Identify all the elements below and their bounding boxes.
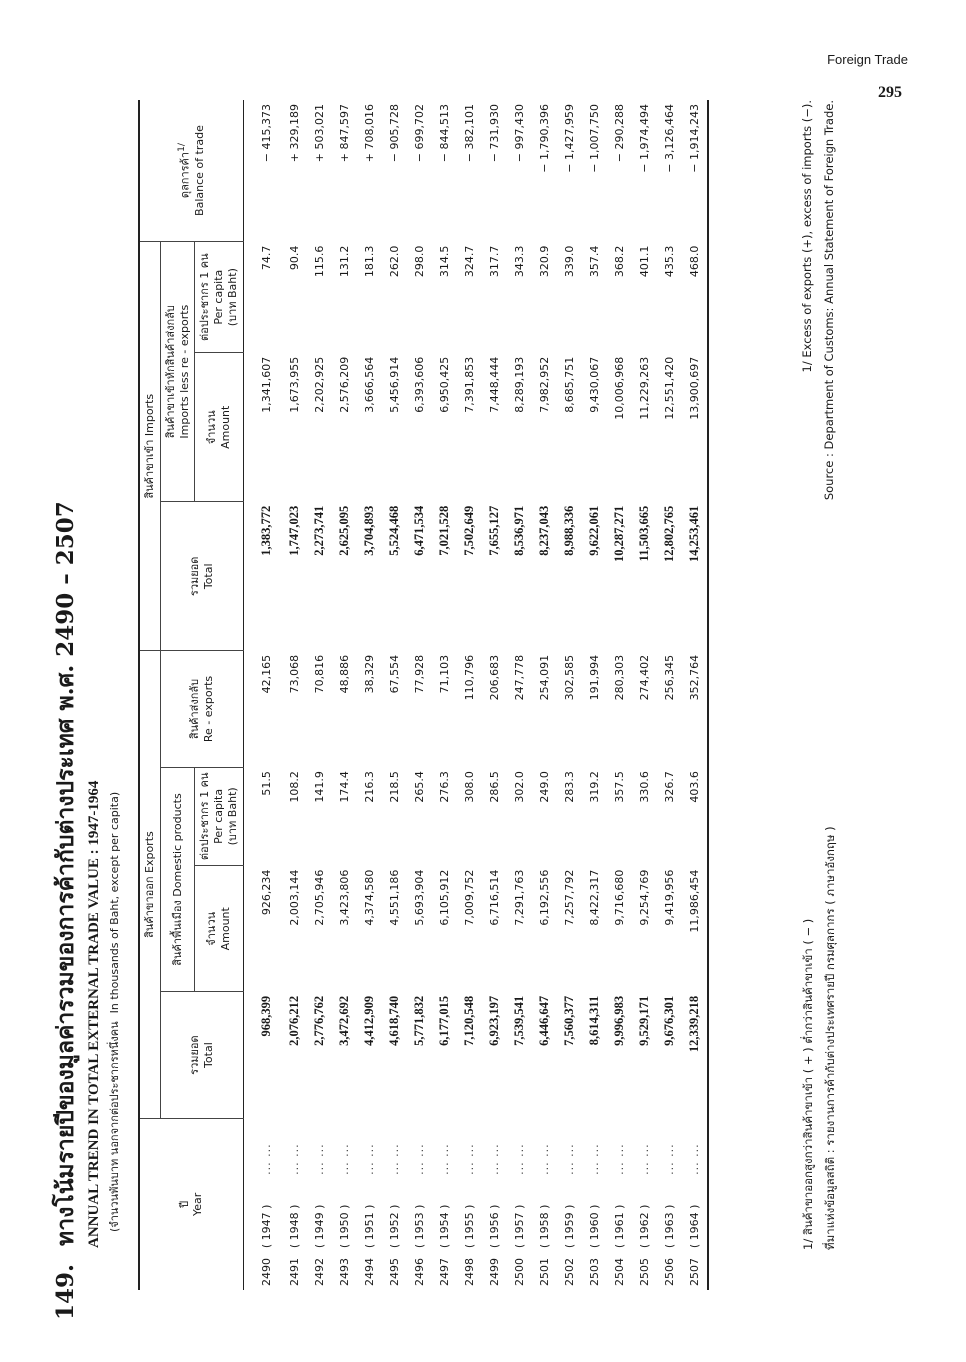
balance-header <box>139 100 243 242</box>
domestic-per-capita: 308.0 <box>462 771 476 803</box>
leader-dots: ... ... <box>612 1143 626 1175</box>
source-thai: ที่มาแห่งข้อมูลสถิติ : รายงานการค้ากับต่างประเทศรายปี กรมศุลกากร ( ภาษาอังกฤษ ) <box>823 826 837 1250</box>
imports-amount: 7,448,444 <box>487 356 501 413</box>
imports-per-capita: 368.2 <box>612 245 626 278</box>
running-head: Foreign Trade <box>827 52 908 67</box>
reexports: 38,329 <box>362 654 376 694</box>
leader-dots: ... ... <box>662 1143 676 1175</box>
exports-header-en: Exports <box>143 831 156 873</box>
leader-dots: ... ... <box>512 1143 526 1175</box>
reexports: 256,345 <box>662 654 676 701</box>
table-row <box>557 100 582 1290</box>
exports-total: 2,076,212 <box>286 995 301 1046</box>
domestic-amount-en: Amount <box>218 907 232 951</box>
table-number: 149. <box>52 1263 79 1320</box>
domestic-amount: 9,716,680 <box>612 869 626 926</box>
imports-per-capita: 181.3 <box>362 245 376 278</box>
year-be: 2500 <box>512 1258 526 1286</box>
imports-total: 1,383,772 <box>259 505 273 556</box>
exports-total: 7,120,548 <box>461 995 476 1046</box>
year-be: 2501 <box>537 1258 551 1286</box>
imports-total-thai: รวมยอด <box>187 556 201 597</box>
reexports: 67,554 <box>387 654 401 694</box>
imports-per-capita: 262.0 <box>387 245 401 278</box>
year-be: 2503 <box>587 1258 601 1286</box>
domestic-amount: 3,423,806 <box>337 869 351 926</box>
imports-per-capita: 314.5 <box>437 245 451 278</box>
imports-pc-thai: ต่อประชากร 1 คน <box>198 253 212 341</box>
domestic-amount: 6,105,912 <box>437 869 451 926</box>
page-number: 295 <box>878 84 902 101</box>
domestic-header-en: Domestic products <box>170 793 184 897</box>
imports-total: 8,536,971 <box>511 505 526 556</box>
domestic-per-capita: 218.5 <box>387 771 401 803</box>
exports-total: 7,560,377 <box>561 995 576 1046</box>
title-thai-line <box>48 120 84 1320</box>
imports-less-header <box>160 242 195 502</box>
imports-amount: 8,685,751 <box>562 356 576 413</box>
reexports: 73,068 <box>287 654 301 694</box>
domestic-per-capita: 286.5 <box>487 771 501 803</box>
domestic-per-capita: 141.9 <box>312 771 326 803</box>
footnote-thai: 1/ สินค้าขาออกสูงกว่าสินค้าขาเข้า ( + ) ต่ำกว่าสินค้าขาเข้า ( − ) <box>801 918 815 1250</box>
title-english: ANNUAL TREND IN TOTAL EXTERNAL TRADE VALUE : 1947-1964 <box>86 780 102 1248</box>
domestic-per-capita: 265.4 <box>412 771 426 803</box>
domestic-amount: 7,009,752 <box>462 869 476 926</box>
domestic-pc-unit: (บาท Baht) <box>225 787 239 846</box>
table-row <box>432 100 457 1290</box>
imports-total: 6,471,534 <box>411 505 426 556</box>
year-ce: ( 1956 ) <box>487 1204 501 1249</box>
domestic-header <box>160 767 195 992</box>
footnote-english: 1/ Excess of exports (+), excess of imports (−). <box>800 100 814 373</box>
leader-dots: ... ... <box>687 1143 701 1175</box>
imports-total: 14,253,461 <box>686 505 701 563</box>
reexports: 48,886 <box>337 654 351 694</box>
imports-per-capita: 435.3 <box>662 245 676 278</box>
imports-amount: 5,456,914 <box>387 356 401 413</box>
leader-dots: ... ... <box>637 1143 651 1175</box>
exports-total-thai: รวมยอด <box>187 1035 201 1075</box>
imports-total: 7,655,127 <box>486 505 501 556</box>
imports-amount: 2,202,925 <box>312 356 326 413</box>
balance-of-trade: − 382,101 <box>462 104 476 163</box>
balance-header-thai: ดุลการค้า <box>178 151 192 199</box>
imports-total: 10,287,271 <box>611 505 626 563</box>
year-be: 2504 <box>612 1258 626 1286</box>
units-thai: (จำนวนพันบาท นอกจากต่อประชากรหนึ่งคน <box>108 1021 121 1232</box>
exports-total: 9,529,171 <box>636 995 651 1046</box>
imports-header-thai: สินค้าขาเข้า <box>143 439 156 499</box>
leader-dots: ... ... <box>387 1143 401 1175</box>
balance-of-trade: − 1,974,494 <box>637 104 651 173</box>
domestic-amount: 4,374,580 <box>362 869 376 926</box>
domestic-amount: 6,192,556 <box>537 869 551 926</box>
reexports: 302,585 <box>562 654 576 701</box>
year-be: 2495 <box>387 1258 401 1286</box>
imports-amount: 1,341,607 <box>260 356 273 413</box>
domestic-pc-thai: ต่อประชากร 1 คน <box>198 772 212 861</box>
year-ce: ( 1961 ) <box>612 1204 626 1249</box>
balance-of-trade: + 503,021 <box>312 104 326 163</box>
imports-header <box>139 242 160 651</box>
table-row <box>457 100 482 1290</box>
imports-amount-thai: จำนวน <box>205 410 219 445</box>
balance-of-trade: − 290,288 <box>612 104 626 163</box>
imports-total: 2,273,741 <box>311 505 326 556</box>
imports-total: 8,237,043 <box>536 505 551 556</box>
year-ce: ( 1948 ) <box>287 1204 301 1249</box>
reexports-header-thai: สินค้าส่งกลับ <box>187 678 201 740</box>
reexports: 77,928 <box>412 654 426 694</box>
exports-total: 3,472,692 <box>336 995 351 1046</box>
year-be: 2507 <box>687 1258 701 1286</box>
imports-per-capita: 357.4 <box>587 245 601 278</box>
balance-note-mark: 1/ <box>176 142 188 152</box>
year-header-thai: ปี <box>177 1200 191 1208</box>
domestic-per-capita: 174.4 <box>337 771 351 803</box>
domestic-amount: 9,254,769 <box>637 869 651 926</box>
domestic-per-capita: 357.5 <box>612 771 626 803</box>
leader-dots: ... ... <box>537 1143 551 1175</box>
imports-total: 5,524,468 <box>386 505 401 556</box>
reexports: 247,778 <box>512 654 526 701</box>
table-row <box>407 100 432 1290</box>
imports-total: 7,502,649 <box>461 505 476 556</box>
year-ce: ( 1947 ) <box>260 1204 273 1249</box>
imports-per-capita: 339.0 <box>562 245 576 278</box>
imports-total-header <box>160 502 243 651</box>
exports-total: 6,923,197 <box>486 995 501 1046</box>
balance-of-trade: + 847,597 <box>337 104 351 163</box>
exports-total: 4,618,740 <box>386 995 401 1046</box>
imports-per-capita-header <box>195 242 243 353</box>
domestic-per-capita: 249.0 <box>537 771 551 803</box>
source-english: Source : Department of Customs: Annual Statement of Foreign Trade. <box>822 100 836 501</box>
table-row <box>657 100 682 1290</box>
table-title-block <box>48 120 123 1320</box>
year-ce: ( 1963 ) <box>662 1204 676 1249</box>
domestic-per-capita: 216.3 <box>362 771 376 803</box>
imports-total: 2,625,095 <box>336 505 351 556</box>
year-be: 2496 <box>412 1258 426 1286</box>
reexports: 274,402 <box>637 654 651 701</box>
domestic-per-capita: 51.5 <box>260 771 273 796</box>
imports-per-capita: 74.7 <box>260 245 273 271</box>
balance-of-trade: + 708,016 <box>362 104 376 163</box>
imports-amount: 7,391,853 <box>462 356 476 413</box>
exports-total: 6,446,647 <box>536 995 551 1046</box>
balance-of-trade: − 699,702 <box>412 104 426 163</box>
table-row <box>582 100 607 1290</box>
imports-total-en: Total <box>201 563 215 590</box>
imports-amount: 6,950,425 <box>437 356 451 413</box>
imports-amount: 7,982,952 <box>537 356 551 413</box>
exports-total: 968,399 <box>259 995 273 1037</box>
reexports: 70,816 <box>312 654 326 694</box>
reexports: 206,683 <box>487 654 501 701</box>
year-be: 2492 <box>312 1258 326 1286</box>
leader-dots: ... ... <box>462 1143 476 1175</box>
year-ce: ( 1958 ) <box>537 1204 551 1249</box>
balance-of-trade: − 1,007,750 <box>587 104 601 173</box>
year-ce: ( 1959 ) <box>562 1204 576 1249</box>
footnotes <box>800 100 844 1250</box>
exports-total-en: Total <box>201 1042 215 1068</box>
domestic-amount: 7,257,792 <box>562 869 576 926</box>
year-be: 2490 <box>260 1258 273 1286</box>
reexports-header-en: Re - exports <box>201 675 215 743</box>
domestic-amount: 926,234 <box>260 869 273 916</box>
domestic-amount: 2,705,946 <box>312 869 326 926</box>
imports-total: 8,988,336 <box>561 505 576 556</box>
imports-per-capita: 401.1 <box>637 245 651 278</box>
imports-amount: 1,673,955 <box>287 356 301 413</box>
reexports: 280,303 <box>612 654 626 701</box>
imports-pc-unit: (บาท Baht) <box>225 268 239 327</box>
table-body <box>243 100 708 1290</box>
balance-of-trade: − 1,427,959 <box>562 104 576 173</box>
table-row <box>357 100 382 1290</box>
table-row <box>382 100 407 1290</box>
domestic-per-capita: 283.3 <box>562 771 576 803</box>
rotated-page-body <box>48 80 908 1320</box>
year-be: 2497 <box>437 1258 451 1286</box>
year-be: 2494 <box>362 1258 376 1286</box>
imports-total: 7,021,528 <box>436 505 451 556</box>
exports-total: 9,676,301 <box>661 995 676 1046</box>
imports-per-capita: 298.0 <box>412 245 426 278</box>
exports-total: 4,412,909 <box>361 995 376 1046</box>
year-ce: ( 1951 ) <box>362 1204 376 1249</box>
reexports: 254,091 <box>537 654 551 701</box>
domestic-amount: 11,986,454 <box>687 869 701 933</box>
table-header <box>139 100 243 1290</box>
leader-dots: ... ... <box>487 1143 501 1175</box>
table-row <box>632 100 657 1290</box>
leader-dots: ... ... <box>412 1143 426 1175</box>
imports-amount-header <box>195 353 243 502</box>
domestic-amount: 7,291,763 <box>512 869 526 926</box>
leader-dots: ... ... <box>260 1143 273 1175</box>
year-ce: ( 1955 ) <box>462 1204 476 1249</box>
imports-amount: 8,289,193 <box>512 356 526 413</box>
imports-per-capita: 320.9 <box>537 245 551 278</box>
domestic-per-capita: 319.2 <box>587 771 601 803</box>
year-ce: ( 1953 ) <box>412 1204 426 1249</box>
year-be: 2506 <box>662 1258 676 1286</box>
balance-of-trade: − 1,914,243 <box>687 104 701 173</box>
domestic-amount: 5,693,904 <box>412 869 426 926</box>
imports-amount: 10,006,968 <box>612 356 626 420</box>
imports-total: 1,747,023 <box>286 505 301 556</box>
exports-total: 12,339,218 <box>686 995 701 1053</box>
imports-amount: 6,393,606 <box>412 356 426 413</box>
year-ce: ( 1960 ) <box>587 1204 601 1249</box>
balance-of-trade: − 905,728 <box>387 104 401 163</box>
balance-of-trade: − 844,513 <box>437 104 451 163</box>
imports-amount: 2,576,209 <box>337 356 351 413</box>
trade-table <box>138 100 709 1290</box>
reexports: 352,764 <box>687 654 701 701</box>
exports-header-thai: สินค้าขาออก <box>143 876 156 938</box>
balance-of-trade: − 1,790,396 <box>537 104 551 173</box>
leader-dots: ... ... <box>587 1143 601 1175</box>
units-line <box>105 120 123 1232</box>
imports-pc-en: Per capita <box>212 269 225 325</box>
domestic-per-capita: 276.3 <box>437 771 451 803</box>
domestic-amount: 4,551,186 <box>387 869 401 926</box>
year-be: 2491 <box>287 1258 301 1286</box>
imports-per-capita: 343.3 <box>512 245 526 278</box>
year-be: 2498 <box>462 1258 476 1286</box>
imports-amount: 12,551,420 <box>662 356 676 420</box>
year-header-en: Year <box>191 1192 205 1217</box>
imports-amount: 11,229,263 <box>637 356 651 420</box>
exports-total: 7,539,541 <box>511 995 526 1046</box>
year-ce: ( 1957 ) <box>512 1204 526 1249</box>
reexports: 110,796 <box>462 654 476 701</box>
year-header <box>139 1118 243 1290</box>
domestic-header-thai: สินค้าพื้นเมือง <box>170 900 184 966</box>
table-row <box>282 100 307 1290</box>
table-row <box>482 100 507 1290</box>
domestic-pc-en: Per capita <box>212 788 225 844</box>
reexports-header <box>160 651 243 767</box>
domestic-per-capita: 302.0 <box>512 771 526 803</box>
reexports: 191,994 <box>587 654 601 701</box>
year-be: 2505 <box>637 1258 651 1286</box>
year-be: 2502 <box>562 1258 576 1286</box>
balance-of-trade: − 415,373 <box>260 104 273 163</box>
reexports: 71,103 <box>437 654 451 694</box>
domestic-per-capita: 326.7 <box>662 771 676 803</box>
exports-total: 5,771,832 <box>411 995 426 1046</box>
imports-amount: 3,666,564 <box>362 356 376 413</box>
leader-dots: ... ... <box>437 1143 451 1175</box>
year-ce: ( 1954 ) <box>437 1204 451 1249</box>
imports-total: 3,704,893 <box>361 505 376 556</box>
exports-total: 6,177,015 <box>436 995 451 1046</box>
exports-total: 2,776,762 <box>311 995 326 1046</box>
domestic-amount-header <box>195 866 243 992</box>
imports-amount: 13,900,697 <box>687 356 701 420</box>
imports-per-capita: 324.7 <box>462 245 476 278</box>
balance-header-en: Balance of trade <box>192 125 206 216</box>
imports-total: 9,622,061 <box>586 505 601 556</box>
balance-of-trade: − 731,930 <box>487 104 501 163</box>
domestic-per-capita: 330.6 <box>637 771 651 803</box>
exports-total: 9,996,983 <box>611 995 626 1046</box>
leader-dots: ... ... <box>287 1143 301 1175</box>
exports-total: 8,614,311 <box>586 995 601 1046</box>
year-ce: ( 1952 ) <box>387 1204 401 1249</box>
title-thai: ทางโน้มรายปีของมูลค่ารวมของการค้ากับต่างประเทศ พ.ศ. 2490 – 2507 <box>52 501 79 1246</box>
year-ce: ( 1962 ) <box>637 1204 651 1249</box>
year-be: 2493 <box>337 1258 351 1286</box>
domestic-amount-thai: จำนวน <box>205 911 219 946</box>
imports-per-capita: 115.6 <box>312 245 326 278</box>
imports-per-capita: 317.7 <box>487 245 501 278</box>
imports-total: 12,802,765 <box>661 505 676 563</box>
units-english: In thousands of Baht, except per capita) <box>108 791 121 1014</box>
domestic-amount: 2,003,144 <box>287 869 301 926</box>
domestic-amount: 8,422,317 <box>587 869 601 926</box>
year-ce: ( 1949 ) <box>312 1204 326 1249</box>
year-ce: ( 1964 ) <box>687 1204 701 1249</box>
table-row <box>243 100 282 1290</box>
balance-of-trade: + 329,189 <box>287 104 301 163</box>
leader-dots: ... ... <box>312 1143 326 1175</box>
imports-amount-en: Amount <box>218 405 232 449</box>
domestic-per-capita: 403.6 <box>687 771 701 803</box>
table-row <box>307 100 332 1290</box>
imports-per-capita: 90.4 <box>287 245 301 271</box>
imports-per-capita: 468.0 <box>687 245 701 278</box>
year-ce: ( 1950 ) <box>337 1204 351 1249</box>
exports-total-header <box>160 992 243 1118</box>
leader-dots: ... ... <box>562 1143 576 1175</box>
table-row <box>332 100 357 1290</box>
domestic-per-capita: 108.2 <box>287 771 301 803</box>
table-row <box>607 100 632 1290</box>
table-row <box>682 100 708 1290</box>
exports-header <box>139 651 160 1118</box>
balance-of-trade: − 3,126,464 <box>662 104 676 173</box>
table-row <box>507 100 532 1290</box>
imports-amount: 9,430,067 <box>587 356 601 413</box>
domestic-amount: 6,716,514 <box>487 869 501 926</box>
imports-less-en: Imports less re - exports <box>177 304 191 439</box>
domestic-amount: 9,419,956 <box>662 869 676 926</box>
year-be: 2499 <box>487 1258 501 1286</box>
imports-per-capita: 131.2 <box>337 245 351 278</box>
reexports: 42,165 <box>260 654 273 694</box>
imports-less-thai: สินค้าขาเข้าหักสินค้าส่งกลับ <box>163 305 177 439</box>
balance-of-trade: − 997,430 <box>512 104 526 163</box>
domestic-per-capita-header <box>195 767 243 866</box>
imports-header-en: Imports <box>143 393 156 437</box>
table-row <box>532 100 557 1290</box>
leader-dots: ... ... <box>337 1143 351 1175</box>
leader-dots: ... ... <box>362 1143 376 1175</box>
imports-total: 11,503,665 <box>636 505 651 562</box>
